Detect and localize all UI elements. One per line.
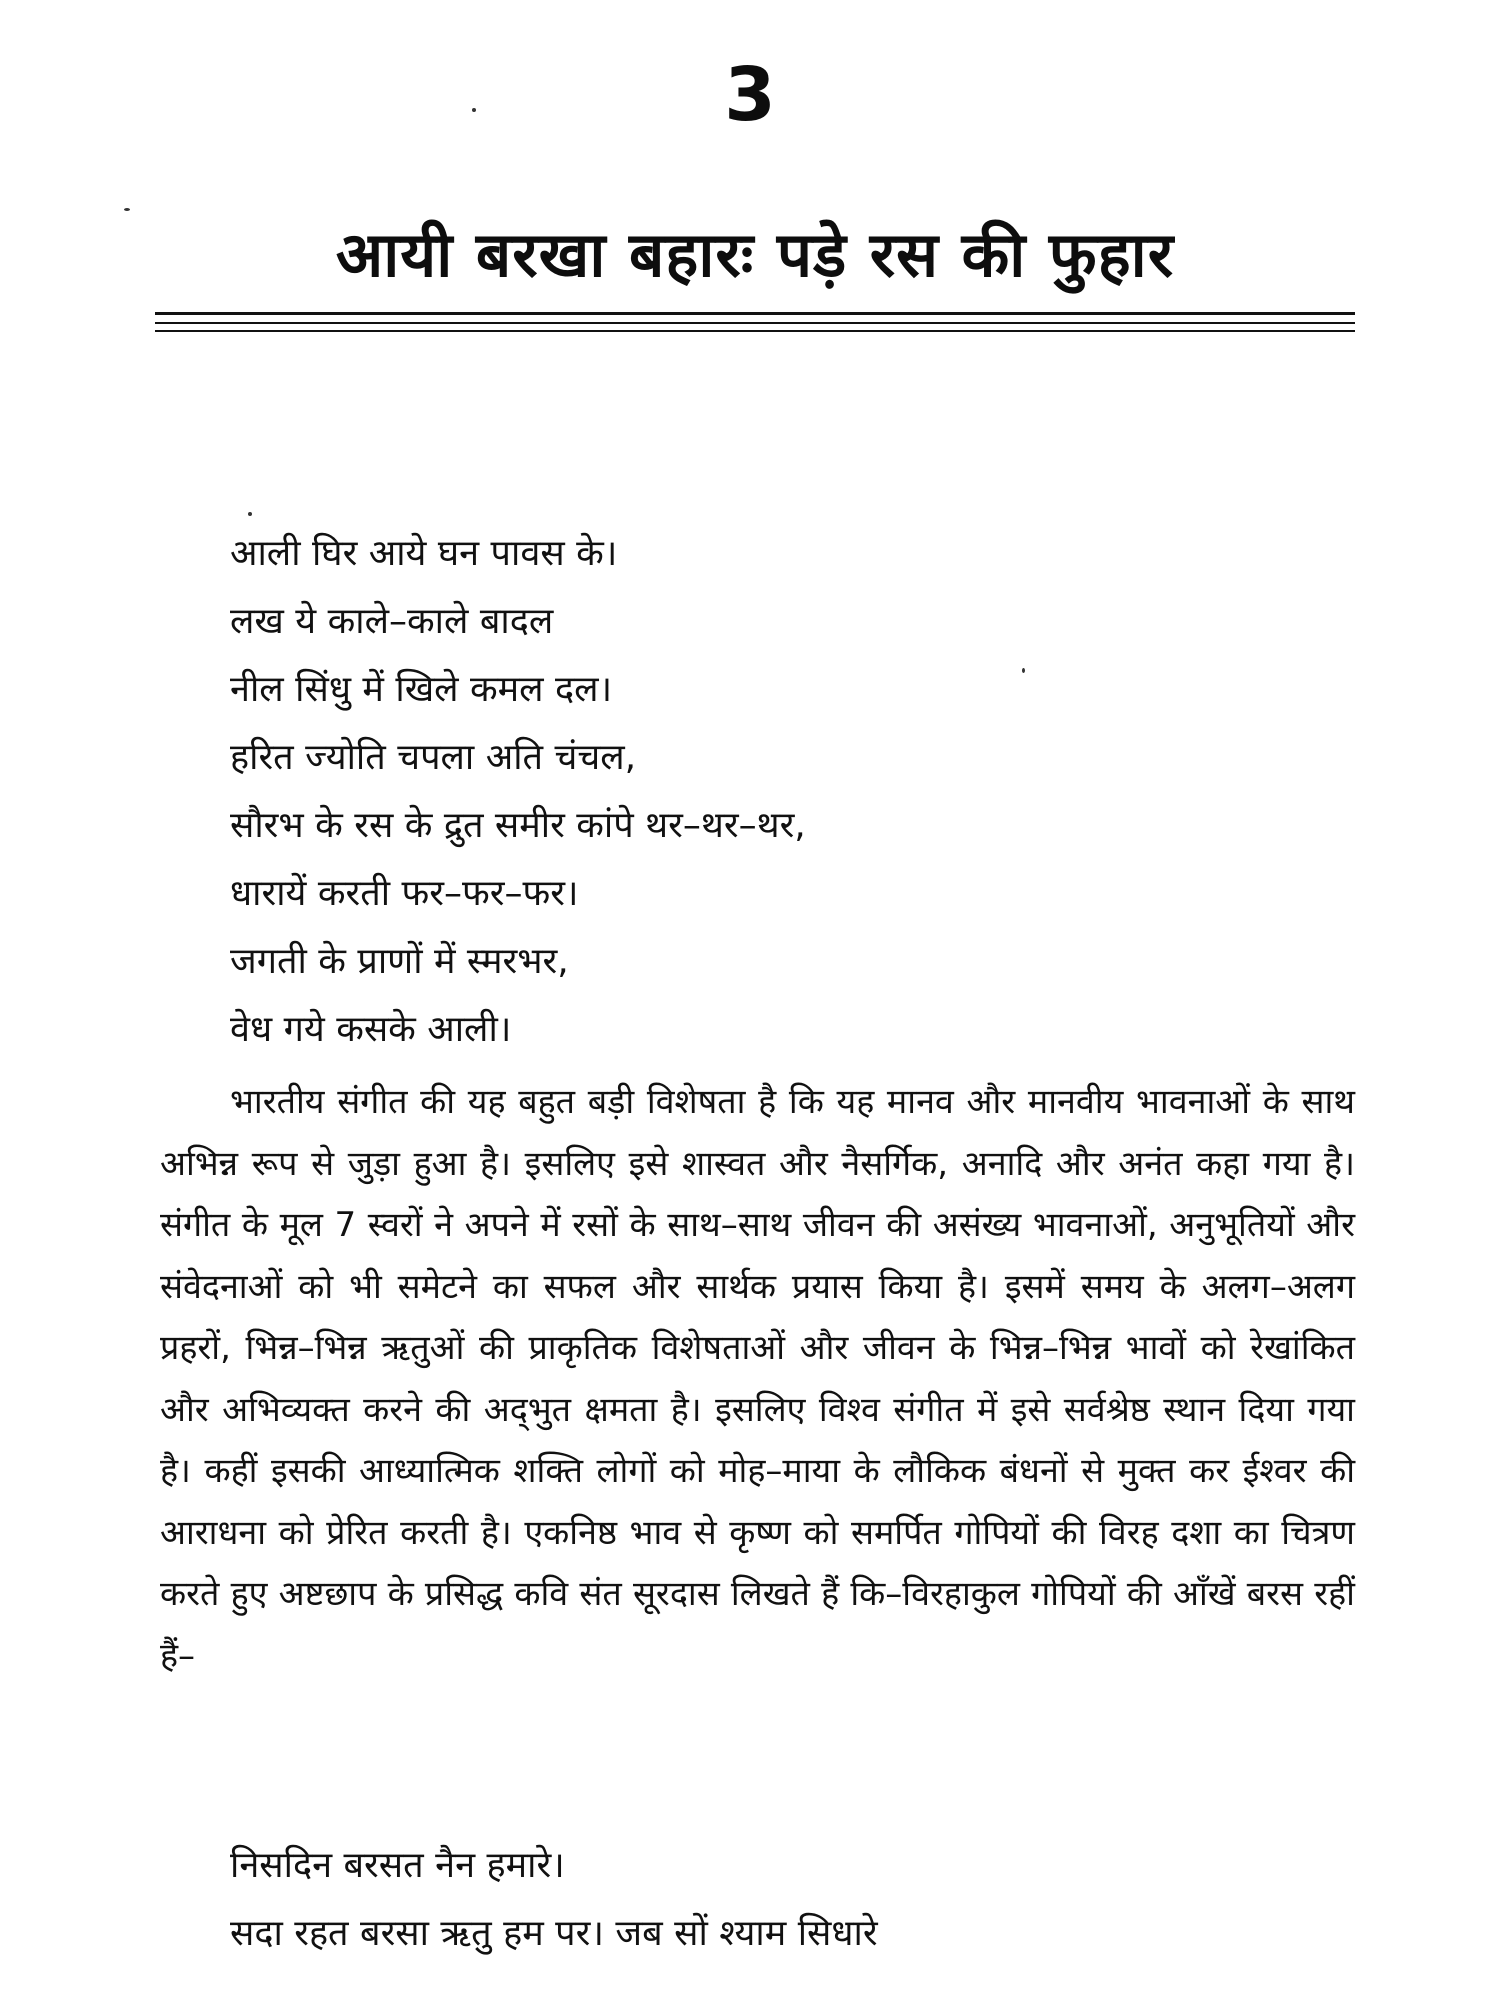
- poem-line: नील सिंधु में खिले कमल दल।: [230, 669, 613, 710]
- poem-line: सदा रहत बरसा ऋतु हम पर। जब सों श्याम सिधारे: [230, 1913, 878, 1954]
- opening-poem: [230, 520, 1330, 1064]
- title-rule-middle: [155, 322, 1355, 324]
- poem-line: धारायें करती फर–फर–फर।: [230, 873, 579, 914]
- chapter-title: आयी बरखा बहारः पड़े रस की फुहार: [335, 218, 1175, 291]
- scan-speck: [1022, 668, 1025, 673]
- poem-line: जगती के प्राणों में स्मरभर,: [230, 941, 569, 982]
- poem-line: हरित ज्योति चपला अति चंचल,: [230, 737, 637, 778]
- poem-line: आली घिर आये घन पावस के।: [230, 533, 618, 574]
- scan-speck: [124, 208, 130, 211]
- chapter-number: 3: [724, 52, 776, 138]
- title-rule-top: [155, 312, 1355, 315]
- poem-line: लख ये काले–काले बादल: [230, 601, 554, 642]
- title-rule-bottom: [155, 330, 1355, 332]
- poem-line: वेध गये कसके आली।: [230, 1009, 512, 1050]
- poem-line: सौरभ के रस के द्रुत समीर कांपे थर–थर–थर,: [230, 805, 806, 846]
- scan-speck: [248, 512, 252, 516]
- poem-line: निसदिन बरसत नैन हमारे।: [230, 1845, 565, 1886]
- body-paragraph: भारतीय संगीत की यह बहुत बड़ी विशेषता है कि यह मानव और मानवीय भावनाओं के साथ अभिन्न रूप से जुड़ा हुआ है। इसलिए इसे शास्वत और नैसर्गिक, अनादि और अनंत कहा गया है। संगीत के मूल 7 स्वरों ने अपने में रसों के साथ–साथ जीवन की असंख्य भावनाओं, अनुभूतियों और संवेदनाओं को भी समेटने का सफल और सार्थक प्रयास किया है। इसमें समय के अलग–अलग प्रहरों, भिन्न–भिन्न ऋतुओं की प्राकृतिक विशेषताओं और जीवन के भिन्न–भिन्न भावों को रेखांकित और अभिव्यक्त करने की अद्‌भुत क्षमता है। इसलिए विश्व संगीत में इसे सर्वश्रेष्ठ स्थान दिया गया है। कहीं इसकी आध्यात्मिक शक्ति लोगों को मोह–माया के लौकिक बंधनों से मुक्त कर ईश्वर की आराधना को प्रेरित करती है। एकनिष्ठ भाव से कृष्ण को समर्पित गोपियों की विरह दशा का चित्रण करते हुए अष्टछाप के प्रसिद्ध कवि संत सूरदास लिखते हैं कि–विरहाकुल गोपियों की आँखें बरस रहीं हैं–: [160, 1082, 1355, 1676]
- closing-poem: [230, 1832, 1330, 1968]
- scan-speck: [472, 108, 476, 112]
